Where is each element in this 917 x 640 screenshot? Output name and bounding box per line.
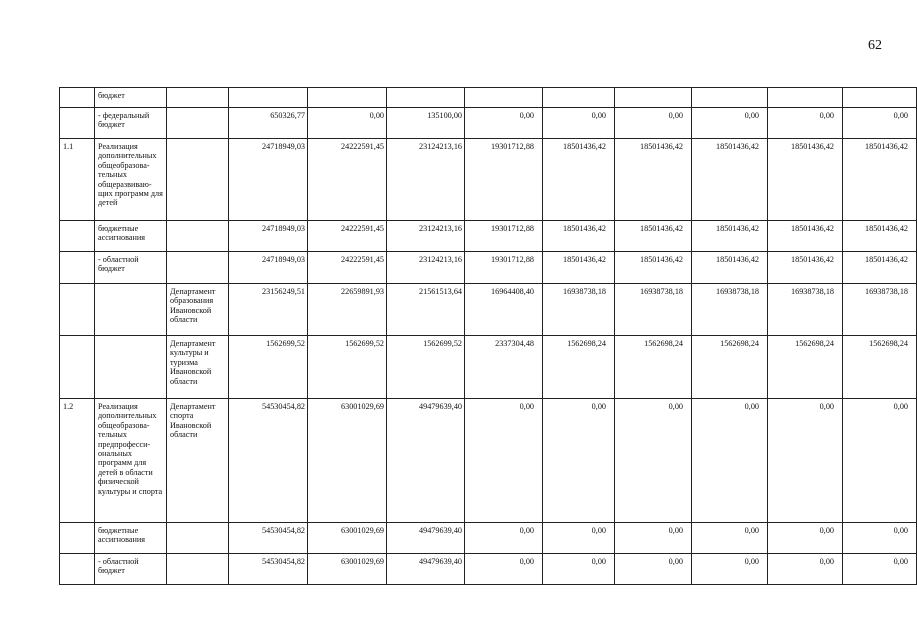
row-name-cell xyxy=(95,284,167,336)
value-cell: 16938738,18 xyxy=(615,284,692,336)
value-cell: 0,00 xyxy=(465,399,543,523)
row-name-cell: бюджетные ассигнования xyxy=(95,221,167,252)
row-executor-cell: Департамент культуры и туризма Ивановской области xyxy=(167,336,229,399)
table-row xyxy=(60,252,917,284)
value-cell: 23124213,16 xyxy=(387,139,465,221)
row-name-cell: Реализация дополнительных общеобразова-тельных предпрофесси-ональных программ для детей в области физической культуры и спорта xyxy=(95,399,167,523)
table-row xyxy=(60,88,917,108)
value-cell: 0,00 xyxy=(465,523,543,554)
row-executor-cell xyxy=(167,88,229,108)
row-name-cell xyxy=(95,336,167,399)
value-cell: 1562699,52 xyxy=(387,336,465,399)
value-cell xyxy=(465,88,543,108)
value-cell: 18501436,42 xyxy=(768,139,843,221)
value-cell: 0,00 xyxy=(692,399,768,523)
value-cell: 18501436,42 xyxy=(692,221,768,252)
value-cell: 19301712,88 xyxy=(465,221,543,252)
value-cell: 2337304,48 xyxy=(465,336,543,399)
value-cell xyxy=(768,88,843,108)
row-executor-cell xyxy=(167,252,229,284)
value-cell: 49479639,40 xyxy=(387,554,465,585)
value-cell: 1562698,24 xyxy=(843,336,917,399)
value-cell: 49479639,40 xyxy=(387,523,465,554)
value-cell: 18501436,42 xyxy=(543,252,615,284)
value-cell xyxy=(387,88,465,108)
value-cell: 0,00 xyxy=(692,108,768,139)
row-code-cell xyxy=(60,88,95,108)
value-cell: 22659891,93 xyxy=(308,284,387,336)
value-cell: 0,00 xyxy=(465,554,543,585)
value-cell: 23124213,16 xyxy=(387,221,465,252)
row-executor-cell xyxy=(167,108,229,139)
value-cell: 18501436,42 xyxy=(543,139,615,221)
value-cell: 0,00 xyxy=(843,554,917,585)
table-row xyxy=(60,554,917,585)
value-cell: 1562699,52 xyxy=(229,336,308,399)
page-number: 62 xyxy=(868,38,882,53)
value-cell: 135100,00 xyxy=(387,108,465,139)
value-cell: 0,00 xyxy=(768,108,843,139)
value-cell: 0,00 xyxy=(308,108,387,139)
value-cell: 19301712,88 xyxy=(465,139,543,221)
value-cell: 18501436,42 xyxy=(692,252,768,284)
value-cell: 18501436,42 xyxy=(615,252,692,284)
value-cell: 16938738,18 xyxy=(843,284,917,336)
value-cell xyxy=(308,88,387,108)
value-cell: 0,00 xyxy=(615,399,692,523)
value-cell: 54530454,82 xyxy=(229,523,308,554)
value-cell: 24718949,03 xyxy=(229,252,308,284)
value-cell: 18501436,42 xyxy=(543,221,615,252)
row-code-cell xyxy=(60,523,95,554)
value-cell xyxy=(692,88,768,108)
value-cell: 18501436,42 xyxy=(615,221,692,252)
value-cell: 49479639,40 xyxy=(387,399,465,523)
row-name-cell: бюджет xyxy=(95,88,167,108)
value-cell: 650326,77 xyxy=(229,108,308,139)
value-cell: 0,00 xyxy=(615,554,692,585)
value-cell: 16964408,40 xyxy=(465,284,543,336)
value-cell: 24222591,45 xyxy=(308,221,387,252)
row-name-cell: Реализация дополнительных общеобразова-тельных общеразвиваю-щих программ для детей xyxy=(95,139,167,221)
table-row xyxy=(60,336,917,399)
value-cell: 16938738,18 xyxy=(692,284,768,336)
value-cell: 18501436,42 xyxy=(768,252,843,284)
value-cell: 0,00 xyxy=(843,399,917,523)
value-cell: 0,00 xyxy=(543,554,615,585)
table-row xyxy=(60,139,917,221)
value-cell: 24718949,03 xyxy=(229,139,308,221)
table-row xyxy=(60,399,917,523)
table-row xyxy=(60,108,917,139)
value-cell: 1562698,24 xyxy=(692,336,768,399)
value-cell: 0,00 xyxy=(465,108,543,139)
value-cell: 18501436,42 xyxy=(843,252,917,284)
row-executor-cell xyxy=(167,554,229,585)
value-cell xyxy=(229,88,308,108)
row-executor-cell xyxy=(167,221,229,252)
table-row xyxy=(60,523,917,554)
value-cell: 24222591,45 xyxy=(308,139,387,221)
value-cell: 0,00 xyxy=(615,108,692,139)
value-cell: 19301712,88 xyxy=(465,252,543,284)
table-body xyxy=(60,88,917,585)
row-executor-cell xyxy=(167,523,229,554)
row-executor-cell: Департамент спорта Ивановской области xyxy=(167,399,229,523)
row-code-cell xyxy=(60,554,95,585)
value-cell: 54530454,82 xyxy=(229,554,308,585)
row-code-cell xyxy=(60,108,95,139)
value-cell: 0,00 xyxy=(843,523,917,554)
row-name-cell: - федеральный бюджет xyxy=(95,108,167,139)
value-cell: 23156249,51 xyxy=(229,284,308,336)
row-code-cell xyxy=(60,336,95,399)
value-cell: 1562698,24 xyxy=(543,336,615,399)
value-cell: 18501436,42 xyxy=(692,139,768,221)
value-cell: 63001029,69 xyxy=(308,399,387,523)
value-cell: 0,00 xyxy=(843,108,917,139)
value-cell: 54530454,82 xyxy=(229,399,308,523)
value-cell: 23124213,16 xyxy=(387,252,465,284)
value-cell: 18501436,42 xyxy=(768,221,843,252)
row-code-cell xyxy=(60,284,95,336)
value-cell: 0,00 xyxy=(543,399,615,523)
row-name-cell: - областной бюджет xyxy=(95,554,167,585)
value-cell: 0,00 xyxy=(768,399,843,523)
row-code-cell: 1.2 xyxy=(60,399,95,523)
value-cell: 18501436,42 xyxy=(843,221,917,252)
value-cell xyxy=(615,88,692,108)
value-cell xyxy=(843,88,917,108)
value-cell: 1562699,52 xyxy=(308,336,387,399)
value-cell: 1562698,24 xyxy=(615,336,692,399)
row-name-cell: - областной бюджет xyxy=(95,252,167,284)
row-code-cell xyxy=(60,252,95,284)
row-code-cell xyxy=(60,221,95,252)
value-cell: 0,00 xyxy=(692,554,768,585)
value-cell xyxy=(543,88,615,108)
value-cell: 0,00 xyxy=(768,523,843,554)
value-cell: 0,00 xyxy=(543,108,615,139)
value-cell: 16938738,18 xyxy=(768,284,843,336)
value-cell: 24222591,45 xyxy=(308,252,387,284)
table-row xyxy=(60,221,917,252)
table-row xyxy=(60,284,917,336)
value-cell: 0,00 xyxy=(615,523,692,554)
value-cell: 18501436,42 xyxy=(615,139,692,221)
row-executor-cell xyxy=(167,139,229,221)
value-cell: 1562698,24 xyxy=(768,336,843,399)
value-cell: 0,00 xyxy=(543,523,615,554)
value-cell: 18501436,42 xyxy=(843,139,917,221)
value-cell: 63001029,69 xyxy=(308,554,387,585)
value-cell: 63001029,69 xyxy=(308,523,387,554)
value-cell: 0,00 xyxy=(768,554,843,585)
row-executor-cell: Департамент образования Ивановской области xyxy=(167,284,229,336)
value-cell: 21561513,64 xyxy=(387,284,465,336)
row-name-cell: бюджетные ассигнования xyxy=(95,523,167,554)
row-code-cell: 1.1 xyxy=(60,139,95,221)
budget-table xyxy=(59,87,917,585)
value-cell: 24718949,03 xyxy=(229,221,308,252)
value-cell: 0,00 xyxy=(692,523,768,554)
value-cell: 16938738,18 xyxy=(543,284,615,336)
